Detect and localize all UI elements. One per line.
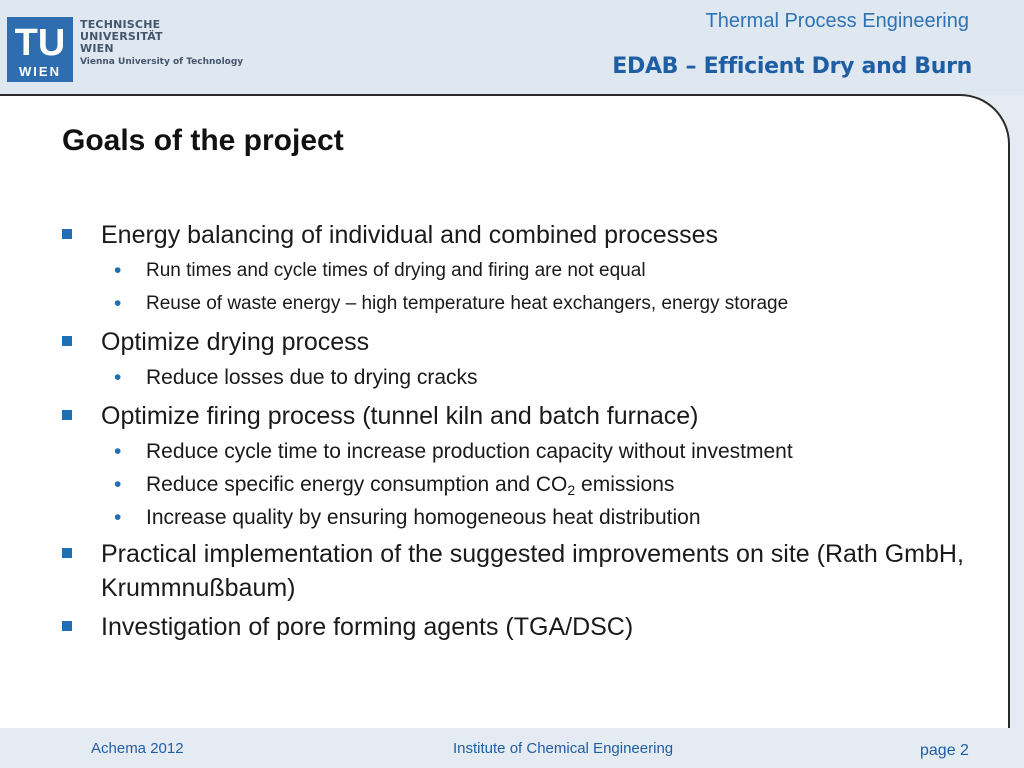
square-bullet-icon xyxy=(62,548,72,558)
bullet-text: Investigation of pore forming agents (TGA/DSC) xyxy=(101,613,634,641)
page-number: page 2 xyxy=(920,742,969,759)
sub-bullet-item xyxy=(62,504,992,532)
sub-bullet-text: Increase quality by ensuring homogeneous heat distribution xyxy=(146,506,701,529)
sub-bullet-text: Reduce cycle time to increase production capacity without investment xyxy=(146,440,793,463)
logo-line: WIEN xyxy=(80,42,114,55)
logo-line: UNIVERSITÄT xyxy=(80,30,163,43)
logo-subtitle: Vienna University of Technology xyxy=(80,57,244,67)
slide-title: Goals of the project xyxy=(62,124,344,157)
bullet-item xyxy=(62,399,992,433)
event-label: Achema 2012 xyxy=(91,740,184,757)
sub-bullet-item xyxy=(62,290,992,318)
sub-bullet-text: Reuse of waste energy – high temperature heat exchangers, energy storage xyxy=(146,293,789,314)
header xyxy=(0,0,1024,95)
square-bullet-icon xyxy=(62,621,72,631)
bullet-text: Energy balancing of individual and combined processes xyxy=(101,221,719,249)
square-bullet-icon xyxy=(62,410,72,420)
bullet-item xyxy=(62,325,992,359)
project-title: EDAB – Efficient Dry and Burn xyxy=(612,54,972,79)
dot-bullet-icon: • xyxy=(114,366,122,389)
square-bullet-icon xyxy=(62,229,72,239)
sub-bullet-text: Run times and cycle times of drying and firing are not equal xyxy=(146,260,646,281)
bullet-text: Optimize firing process (tunnel kiln and batch furnace) xyxy=(101,402,699,430)
sub-bullet-item xyxy=(62,364,992,392)
square-bullet-icon xyxy=(62,336,72,346)
dot-bullet-icon: • xyxy=(114,506,122,529)
institute-label: Institute of Chemical Engineering xyxy=(453,740,674,757)
dot-bullet-icon: • xyxy=(114,473,122,496)
bullet-list xyxy=(62,218,992,649)
department-title: Thermal Process Engineering xyxy=(705,10,969,32)
svg-text:TU: TU xyxy=(14,22,66,64)
sub-bullet-item xyxy=(62,438,992,466)
svg-text:WIEN: WIEN xyxy=(19,64,61,79)
sub-bullet-text: Reduce specific energy consumption and $CO_2$ emissions xyxy=(146,473,675,498)
dot-bullet-icon: • xyxy=(114,259,122,282)
bullet-item xyxy=(62,537,992,605)
sub-bullet-text: Reduce losses due to drying cracks xyxy=(146,366,478,389)
logo-line: TECHNISCHE xyxy=(80,18,161,31)
bullet-text: Optimize drying process xyxy=(101,328,370,356)
sub-bullet-item xyxy=(62,257,992,285)
bullet-text: Practical implementation of the suggested improvements on site (Rath GmbH, Krummnußbaum) xyxy=(101,540,964,602)
bullet-item xyxy=(62,218,992,252)
sub-bullet-item xyxy=(62,471,992,499)
dot-bullet-icon: • xyxy=(114,440,122,463)
bullet-item xyxy=(62,610,992,644)
tu-wien-logo-icon xyxy=(7,17,73,82)
footer xyxy=(0,728,1024,768)
logo-wordmark xyxy=(80,19,243,68)
dot-bullet-icon: • xyxy=(114,292,122,315)
